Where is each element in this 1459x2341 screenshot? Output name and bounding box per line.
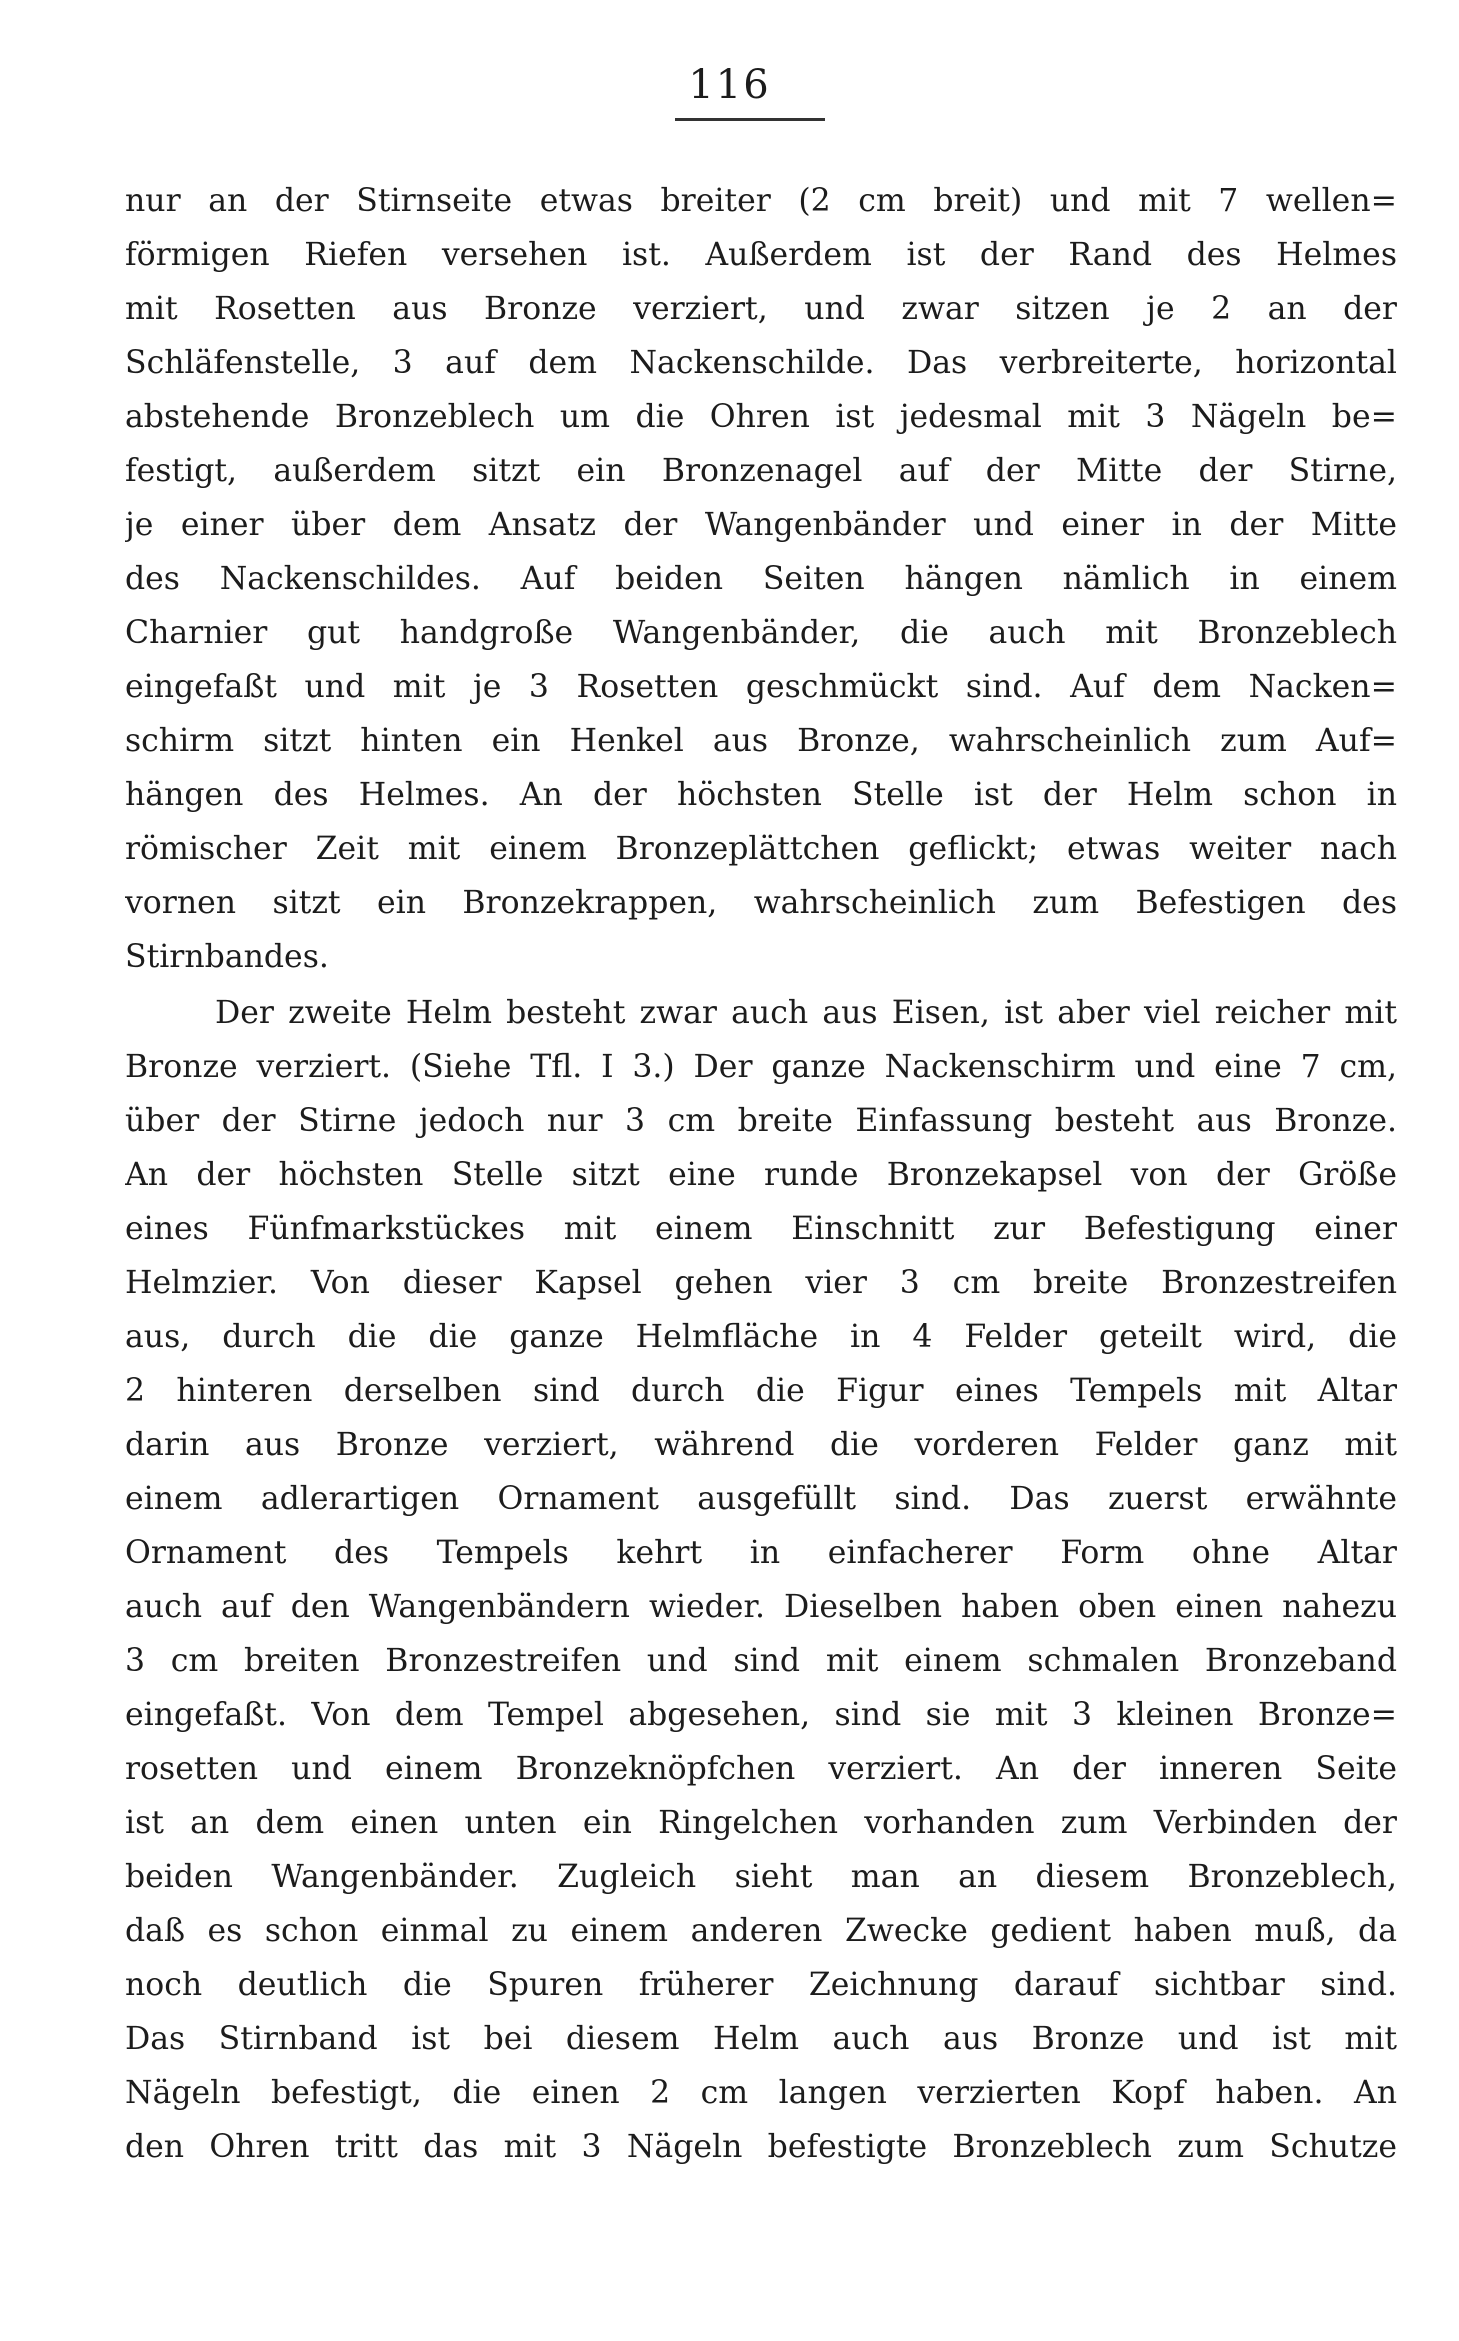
text-line: auch auf den Wangenbändern wieder. Dieselben haben oben einen nahezu	[125, 1589, 1397, 1625]
text-line: noch deutlich die Spuren früherer Zeichnung darauf sichtbar sind.	[125, 1967, 1397, 2003]
text-line: den Ohren tritt das mit 3 Nägeln befestigte Bronzeblech zum Schutze	[125, 2129, 1397, 2165]
text-line: je einer über dem Ansatz der Wangenbänder und einer in der Mitte	[125, 507, 1397, 543]
text-line: des Nackenschildes. Auf beiden Seiten hängen nämlich in einem	[125, 561, 1397, 597]
text-line: vornen sitzt ein Bronzekrappen, wahrscheinlich zum Befestigen des	[125, 885, 1397, 921]
text-line: einem adlerartigen Ornament ausgefüllt sind. Das zuerst erwähnte	[125, 1481, 1397, 1517]
text-line: über der Stirne jedoch nur 3 cm breite Einfassung besteht aus Bronze.	[125, 1103, 1397, 1139]
text-line: eingefaßt. Von dem Tempel abgesehen, sind sie mit 3 kleinen Bronze=	[125, 1697, 1397, 1733]
text-line: beiden Wangenbänder. Zugleich sieht man an diesem Bronzeblech,	[125, 1859, 1397, 1895]
text-line: Bronze verziert. (Siehe Tfl. I 3.) Der ganze Nackenschirm und eine 7 cm,	[125, 1049, 1397, 1085]
text-line: An der höchsten Stelle sitzt eine runde Bronzekapsel von der Größe	[125, 1157, 1397, 1193]
text-line: förmigen Riefen versehen ist. Außerdem ist der Rand des Helmes	[125, 237, 1397, 273]
body-text	[125, 174, 1397, 2174]
text-line: daß es schon einmal zu einem anderen Zwecke gedient haben muß, da	[125, 1913, 1397, 1949]
text-line: eingefaßt und mit je 3 Rosetten geschmückt sind. Auf dem Nacken=	[125, 669, 1397, 705]
text-line: rosetten und einem Bronzeknöpfchen verziert. An der inneren Seite	[125, 1751, 1397, 1787]
text-line: nur an der Stirnseite etwas breiter (2 cm breit) und mit 7 wellen=	[125, 183, 1397, 219]
text-line: 2 hinteren derselben sind durch die Figur eines Tempels mit Altar	[125, 1373, 1397, 1409]
text-line: ist an dem einen unten ein Ringelchen vorhanden zum Verbinden der	[125, 1805, 1397, 1841]
text-line: eines Fünfmarkstückes mit einem Einschnitt zur Befestigung einer	[125, 1211, 1397, 1247]
text-line: schirm sitzt hinten ein Henkel aus Bronze, wahrscheinlich zum Auf=	[125, 723, 1397, 759]
text-line: hängen des Helmes. An der höchsten Stelle ist der Helm schon in	[125, 777, 1397, 813]
text-line: darin aus Bronze verziert, während die vorderen Felder ganz mit	[125, 1427, 1397, 1463]
text-line: aus, durch die die ganze Helmfläche in 4 Felder geteilt wird, die	[125, 1319, 1397, 1355]
text-line: Das Stirnband ist bei diesem Helm auch aus Bronze und ist mit	[125, 2021, 1397, 2057]
text-line: römischer Zeit mit einem Bronzeplättchen geflickt; etwas weiter nach	[125, 831, 1397, 867]
text-line: Schläfenstelle, 3 auf dem Nackenschilde. Das verbreiterte, horizontal	[125, 345, 1397, 381]
text-line: Nägeln befestigt, die einen 2 cm langen verzierten Kopf haben. An	[125, 2075, 1397, 2111]
text-line: festigt, außerdem sitzt ein Bronzenagel auf der Mitte der Stirne,	[125, 453, 1397, 489]
text-line: mit Rosetten aus Bronze verziert, und zwar sitzen je 2 an der	[125, 291, 1397, 327]
text-line: Charnier gut handgroße Wangenbänder, die auch mit Bronzeblech	[125, 615, 1397, 651]
text-line: Stirnbandes.	[125, 939, 329, 975]
text-line: abstehende Bronzeblech um die Ohren ist jedesmal mit 3 Nägeln be=	[125, 399, 1397, 435]
page-number-rule	[675, 118, 825, 121]
text-line: Helmzier. Von dieser Kapsel gehen vier 3 cm breite Bronzestreifen	[125, 1265, 1397, 1301]
paragraph-start-line: Der zweite Helm besteht zwar auch aus Eisen, ist aber viel reicher mit	[215, 995, 1397, 1031]
text-line: Ornament des Tempels kehrt in einfacherer Form ohne Altar	[125, 1535, 1397, 1571]
page-number: 116	[688, 62, 771, 108]
text-line: 3 cm breiten Bronzestreifen und sind mit einem schmalen Bronzeband	[125, 1643, 1397, 1679]
